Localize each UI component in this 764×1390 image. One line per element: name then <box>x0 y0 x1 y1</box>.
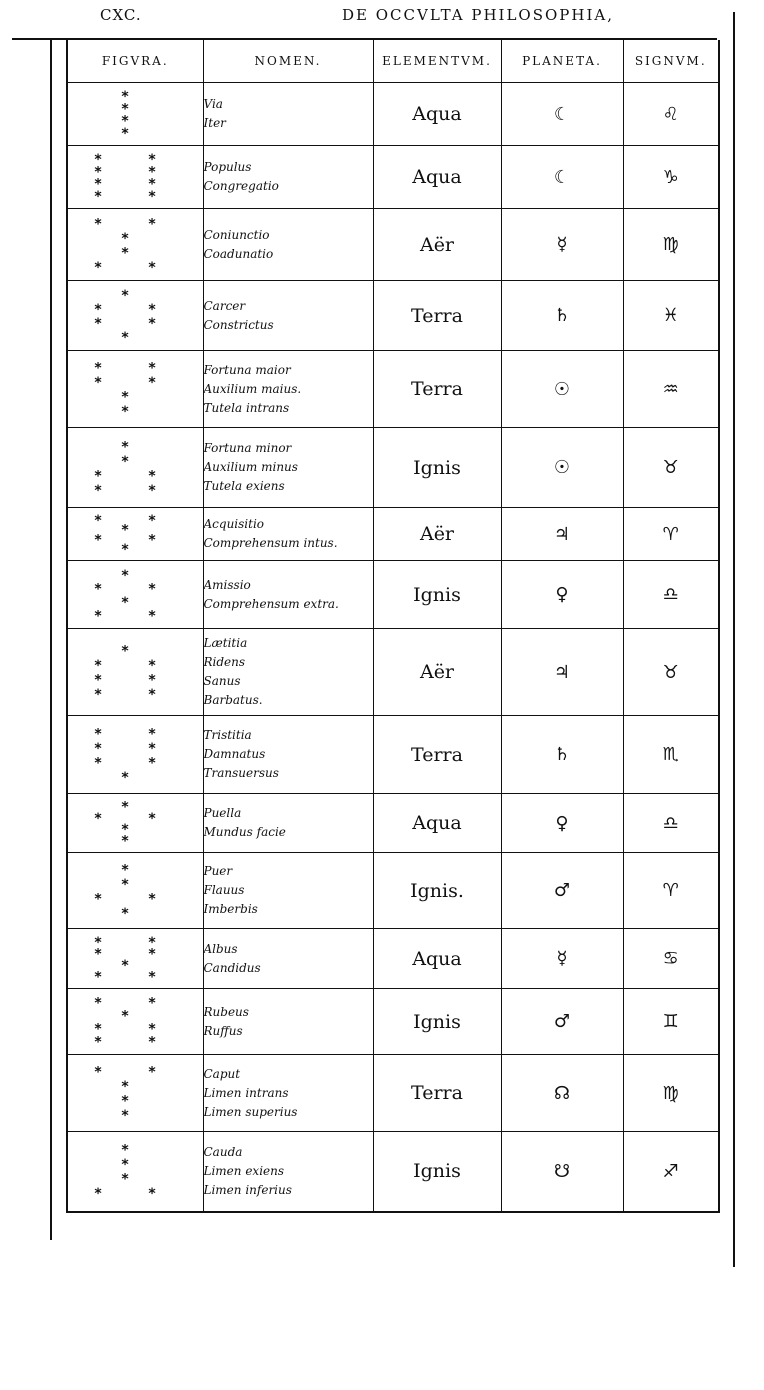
figure-star-icon: * <box>121 594 129 611</box>
leo-icon: ♌ <box>662 103 679 125</box>
figure-star-icon: * <box>121 403 129 420</box>
figure-name-cell <box>203 281 373 351</box>
figure-name-cell <box>203 853 373 929</box>
figure-star-icon: * <box>148 176 156 193</box>
figure-star-icon: * <box>148 163 156 180</box>
figure-star-icon: * <box>94 151 102 168</box>
moon-icon: ☾ <box>553 166 571 188</box>
geomantic-figure <box>68 86 198 143</box>
figure-star-icon: * <box>94 176 102 193</box>
figure-name: Imberbis <box>203 902 258 916</box>
geomantic-figure <box>68 356 198 422</box>
figure-star-icon: * <box>148 657 156 674</box>
column-header-planeta: PLANETA. <box>501 40 623 83</box>
table-row <box>67 929 719 989</box>
figure-star-icon: * <box>94 968 102 985</box>
folio-number: CXC. <box>100 6 142 24</box>
sign-cell <box>623 1132 719 1212</box>
figure-star-icon: * <box>148 945 156 962</box>
table-row <box>67 209 719 281</box>
geomantic-figure <box>68 511 198 558</box>
geomantic-figure-cell <box>67 146 203 209</box>
planet-cell <box>501 794 623 853</box>
figure-star-icon: * <box>121 438 129 455</box>
figure-star-icon: * <box>94 1021 102 1037</box>
figure-star-icon: * <box>121 125 129 142</box>
geomantic-figure-cell <box>67 853 203 929</box>
scorpio-icon: ♏ <box>662 744 679 765</box>
sign-cell <box>623 351 719 428</box>
element-cell: Terra <box>373 281 501 351</box>
sign-cell <box>623 929 719 989</box>
table-row <box>67 351 719 428</box>
figure-name: Transuersus <box>203 766 279 780</box>
figure-star-icon: * <box>94 740 102 757</box>
figure-name-cell <box>203 794 373 853</box>
figure-name-cell <box>203 508 373 561</box>
saturn-icon: ♄ <box>553 305 571 326</box>
figure-name: Tutela exiens <box>203 479 285 493</box>
figure-name: Limen exiens <box>203 1163 285 1178</box>
figure-star-icon: * <box>148 188 156 205</box>
figure-name: Coadunatio <box>203 246 274 261</box>
figure-star-icon: * <box>94 607 102 624</box>
element-cell: Aqua <box>373 929 501 989</box>
saturn-icon: ♄ <box>553 744 571 765</box>
figure-star-icon: * <box>148 360 156 377</box>
geomantic-figure-cell <box>67 1132 203 1212</box>
element-cell: Ignis <box>373 1132 501 1212</box>
geomantic-figure <box>68 1060 198 1126</box>
mercury-icon: ☿ <box>556 234 568 255</box>
element-cell: Terra <box>373 351 501 428</box>
geomantic-figure <box>68 1138 198 1204</box>
figure-star-icon: * <box>121 1008 129 1024</box>
table-header-row <box>67 40 719 83</box>
figure-star-icon: * <box>148 151 156 168</box>
figure-star-icon: * <box>121 1142 129 1159</box>
figure-star-icon: * <box>94 482 102 499</box>
figure-star-icon: * <box>94 467 102 484</box>
planet-cell <box>501 1132 623 1212</box>
element-cell: Terra <box>373 716 501 794</box>
figure-star-icon: * <box>121 832 129 849</box>
figure-star-icon: * <box>121 1078 129 1095</box>
figure-star-icon: * <box>121 244 129 261</box>
table-row <box>67 561 719 629</box>
planet-cell <box>501 716 623 794</box>
geomantic-figure-cell <box>67 351 203 428</box>
running-title: DE OCCVLTA PHILOSOPHIA, <box>342 6 614 24</box>
figure-star-icon: * <box>148 740 156 757</box>
figure-name: Fortuna maior <box>203 362 291 377</box>
figure-star-icon: * <box>94 995 102 1011</box>
figure-name: Tutela intrans <box>203 400 290 415</box>
figure-star-icon: * <box>121 1171 129 1188</box>
aries-icon: ♈ <box>662 523 679 545</box>
figure-star-icon: * <box>94 945 102 962</box>
figure-name: Via <box>203 97 223 111</box>
figure-star-icon: * <box>121 287 129 304</box>
figure-star-icon: * <box>94 810 102 827</box>
table-row <box>67 281 719 351</box>
element-cell: Ignis <box>373 428 501 508</box>
table-row <box>67 1132 719 1212</box>
figure-star-icon: * <box>148 467 156 484</box>
geomantic-figure-cell <box>67 1055 203 1132</box>
figure-star-icon: * <box>94 580 102 597</box>
figure-star-icon: * <box>94 657 102 674</box>
planet-cell <box>501 428 623 508</box>
venus-icon: ♀ <box>555 584 569 605</box>
sign-cell <box>623 629 719 716</box>
taurus-icon: ♉ <box>662 457 679 478</box>
column-header-elementum: ELEMENTVM. <box>373 40 501 83</box>
geomantic-figure <box>68 722 198 788</box>
planet-cell <box>501 1055 623 1132</box>
column-header-figura: FIGVRA. <box>67 40 203 83</box>
figure-star-icon: * <box>121 1107 129 1124</box>
figure-star-icon: * <box>121 453 129 470</box>
sign-cell <box>623 1055 719 1132</box>
column-header-signum: SIGNVM. <box>623 40 719 83</box>
cancer-icon: ♋ <box>662 948 679 969</box>
figure-name-cell <box>203 561 373 629</box>
figure-name: Candidus <box>203 960 261 975</box>
figure-name-cell <box>203 351 373 428</box>
figure-star-icon: * <box>148 580 156 597</box>
planet-cell <box>501 351 623 428</box>
figure-name: Cauda <box>203 1144 243 1159</box>
geomantic-figure-cell <box>67 716 203 794</box>
planet-cell <box>501 508 623 561</box>
table-row <box>67 629 719 716</box>
mars-icon: ♂ <box>553 1011 571 1032</box>
table-row <box>67 989 719 1055</box>
sign-cell <box>623 83 719 146</box>
figure-name: Iter <box>203 116 226 130</box>
planet-cell <box>501 146 623 209</box>
figure-star-icon: * <box>148 725 156 742</box>
figure-name-cell <box>203 989 373 1055</box>
figure-name-cell <box>203 629 373 716</box>
sagittarius-icon: ♐ <box>662 1160 679 1182</box>
geomantic-figure <box>68 992 198 1052</box>
geomantic-figure-cell <box>67 629 203 716</box>
table-row <box>67 716 719 794</box>
figure-star-icon: * <box>148 531 156 548</box>
planet-cell <box>501 561 623 629</box>
figure-star-icon: * <box>121 821 129 838</box>
planet-cell <box>501 209 623 281</box>
figure-star-icon: * <box>94 163 102 180</box>
figure-star-icon: * <box>148 374 156 391</box>
geomantic-figure <box>68 435 198 501</box>
figure-name-cell <box>203 1132 373 1212</box>
figure-star-icon: * <box>148 995 156 1011</box>
pisces-icon: ♓ <box>662 305 679 326</box>
figure-star-icon: * <box>94 1186 102 1203</box>
gemini-icon: ♊ <box>662 1011 679 1032</box>
figure-name-cell <box>203 929 373 989</box>
table-body <box>67 83 719 1212</box>
sun-icon: ☉ <box>553 457 571 478</box>
element-cell: Aër <box>373 209 501 281</box>
planet-cell <box>501 629 623 716</box>
geomantic-figure-cell <box>67 989 203 1055</box>
element-cell: Aqua <box>373 146 501 209</box>
table-row <box>67 508 719 561</box>
figure-name-cell <box>203 428 373 508</box>
geomantic-figure <box>68 212 198 278</box>
figure-star-icon: * <box>148 934 156 951</box>
element-cell: Aqua <box>373 794 501 853</box>
geomantic-figure-cell <box>67 209 203 281</box>
figure-name: Populus <box>203 160 252 174</box>
element-cell: Ignis <box>373 989 501 1055</box>
geomancy-table <box>66 40 720 1213</box>
figure-star-icon: * <box>148 968 156 985</box>
figure-name: Coniunctio <box>203 227 270 242</box>
figure-name: Puella <box>203 806 242 820</box>
figure-name: Acquisitio <box>203 517 265 531</box>
figure-star-icon: * <box>121 329 129 346</box>
figure-name-cell <box>203 1055 373 1132</box>
dragons-tail-icon: ☋ <box>554 1160 570 1182</box>
figure-name: Ridens <box>203 655 246 669</box>
running-head <box>0 6 764 30</box>
libra-icon: ♎ <box>662 812 679 834</box>
figure-name: Constrictus <box>203 317 274 332</box>
sign-cell <box>623 853 719 929</box>
element-cell: Aqua <box>373 83 501 146</box>
figure-star-icon: * <box>121 643 129 660</box>
mars-icon: ♂ <box>553 880 571 901</box>
figure-name: Comprehensum extra. <box>203 596 339 611</box>
figure-star-icon: * <box>94 686 102 703</box>
geomantic-figure <box>68 284 198 348</box>
sign-cell <box>623 281 719 351</box>
figure-name: Tristitia <box>203 728 252 742</box>
figure-star-icon: * <box>148 607 156 624</box>
figure-name: Albus <box>203 941 238 956</box>
right-margin-rule <box>733 12 735 1267</box>
footer-band <box>0 1300 764 1390</box>
figure-name: Barbatus. <box>203 693 263 707</box>
figure-star-icon: * <box>121 389 129 406</box>
libra-icon: ♎ <box>662 584 679 605</box>
sign-cell <box>623 209 719 281</box>
jupiter-icon: ♃ <box>553 523 571 545</box>
figure-star-icon: * <box>148 1034 156 1050</box>
sign-cell <box>623 794 719 853</box>
figure-name: Limen superius <box>203 1104 298 1119</box>
geomantic-figure-cell <box>67 508 203 561</box>
figure-name: Mundus facie <box>203 825 286 839</box>
geomantic-figure <box>68 639 198 705</box>
geomantic-figure <box>68 797 198 850</box>
figure-star-icon: * <box>148 1186 156 1203</box>
aries-icon: ♈ <box>662 880 679 901</box>
geomantic-figure-cell <box>67 281 203 351</box>
figure-star-icon: * <box>148 215 156 232</box>
figure-star-icon: * <box>94 1064 102 1081</box>
dragons-head-icon: ☊ <box>554 1082 570 1104</box>
figure-star-icon: * <box>148 512 156 529</box>
sign-cell <box>623 716 719 794</box>
table-row <box>67 1055 719 1132</box>
sign-cell <box>623 989 719 1055</box>
sign-cell <box>623 428 719 508</box>
column-header-nomen: NOMEN. <box>203 40 373 83</box>
figure-star-icon: * <box>121 957 129 974</box>
figure-name: Auxilium maius. <box>203 381 302 396</box>
figure-name: Fortuna minor <box>203 441 292 455</box>
figure-name: Limen inferius <box>203 1182 292 1197</box>
figure-name: Sanus <box>203 674 241 688</box>
figure-star-icon: * <box>94 215 102 232</box>
figure-name: Auxilium minus <box>203 460 298 474</box>
figure-name: Limen intrans <box>203 1085 289 1100</box>
figure-star-icon: * <box>94 725 102 742</box>
element-cell: Aër <box>373 508 501 561</box>
geomantic-figure-cell <box>67 561 203 629</box>
figure-star-icon: * <box>94 754 102 771</box>
figure-star-icon: * <box>148 1021 156 1037</box>
figure-star-icon: * <box>121 1093 129 1110</box>
figure-star-icon: * <box>94 672 102 689</box>
figure-star-icon: * <box>148 301 156 318</box>
figure-name: Lætitia <box>203 636 248 650</box>
planet-cell <box>501 929 623 989</box>
figure-star-icon: * <box>148 810 156 827</box>
virgo-icon: ♍ <box>662 1082 679 1104</box>
figure-name: Damnatus <box>203 747 266 761</box>
geomantic-figure <box>68 149 198 206</box>
figure-star-icon: * <box>94 301 102 318</box>
figure-star-icon: * <box>148 482 156 499</box>
sign-cell <box>623 508 719 561</box>
figure-star-icon: * <box>121 541 129 558</box>
figure-star-icon: * <box>121 769 129 786</box>
table-row <box>67 428 719 508</box>
left-margin-rule <box>50 40 52 1240</box>
aquarius-icon: ♒ <box>662 378 679 400</box>
element-cell: Terra <box>373 1055 501 1132</box>
figure-star-icon: * <box>121 876 129 893</box>
figure-star-icon: * <box>94 531 102 548</box>
figure-star-icon: * <box>148 259 156 276</box>
figure-star-icon: * <box>94 890 102 907</box>
figure-star-icon: * <box>94 259 102 276</box>
figure-star-icon: * <box>94 1034 102 1050</box>
figure-star-icon: * <box>121 905 129 922</box>
geomantic-figure-cell <box>67 428 203 508</box>
planet-cell <box>501 989 623 1055</box>
table-row <box>67 146 719 209</box>
table-row <box>67 853 719 929</box>
figure-star-icon: * <box>148 315 156 332</box>
figure-star-icon: * <box>148 686 156 703</box>
figure-name-cell <box>203 209 373 281</box>
figure-name: Ruffus <box>203 1023 243 1038</box>
figure-star-icon: * <box>121 799 129 816</box>
figure-name-cell <box>203 146 373 209</box>
figure-star-icon: * <box>94 374 102 391</box>
geomantic-figure <box>68 564 198 626</box>
figure-name: Congregatio <box>203 179 279 193</box>
sign-cell <box>623 561 719 629</box>
jupiter-icon: ♃ <box>553 661 571 683</box>
figure-star-icon: * <box>121 113 129 130</box>
figure-star-icon: * <box>94 315 102 332</box>
element-cell: Ignis. <box>373 853 501 929</box>
figure-star-icon: * <box>121 1157 129 1174</box>
figure-star-icon: * <box>94 512 102 529</box>
figure-name: Carcer <box>203 298 246 313</box>
venus-icon: ♀ <box>555 812 569 834</box>
table-row <box>67 794 719 853</box>
figure-star-icon: * <box>148 754 156 771</box>
figure-star-icon: * <box>121 861 129 878</box>
figure-star-icon: * <box>121 88 129 105</box>
figure-star-icon: * <box>148 1064 156 1081</box>
figure-name: Amissio <box>203 577 251 592</box>
figure-star-icon: * <box>121 230 129 247</box>
geomantic-figure-cell <box>67 794 203 853</box>
sun-icon: ☉ <box>553 378 571 400</box>
figure-name: Rubeus <box>203 1004 249 1019</box>
virgo-icon: ♍ <box>662 234 679 255</box>
geomantic-figure <box>68 858 198 924</box>
figure-name: Comprehensum intus. <box>203 536 338 550</box>
figure-star-icon: * <box>121 567 129 584</box>
planet-cell <box>501 853 623 929</box>
sign-cell <box>623 146 719 209</box>
figure-name-cell <box>203 83 373 146</box>
geomantic-figure <box>68 932 198 986</box>
planet-cell <box>501 281 623 351</box>
figure-star-icon: * <box>148 672 156 689</box>
geomantic-figure-cell <box>67 83 203 146</box>
table-row <box>67 83 719 146</box>
taurus-icon: ♉ <box>662 661 679 683</box>
figure-star-icon: * <box>94 934 102 951</box>
figure-name: Caput <box>203 1066 241 1081</box>
planet-cell <box>501 83 623 146</box>
element-cell: Ignis <box>373 561 501 629</box>
figure-star-icon: * <box>148 890 156 907</box>
figure-star-icon: * <box>94 188 102 205</box>
capricorn-icon: ♑ <box>662 166 679 188</box>
geomantic-figure-cell <box>67 929 203 989</box>
moon-icon: ☾ <box>553 103 571 125</box>
figure-star-icon: * <box>94 360 102 377</box>
figure-star-icon: * <box>121 522 129 539</box>
figure-name: Flauus <box>203 883 245 897</box>
mercury-icon: ☿ <box>556 948 568 969</box>
element-cell: Aër <box>373 629 501 716</box>
figure-star-icon: * <box>121 100 129 117</box>
figure-name-cell <box>203 716 373 794</box>
figure-name: Puer <box>203 864 233 878</box>
